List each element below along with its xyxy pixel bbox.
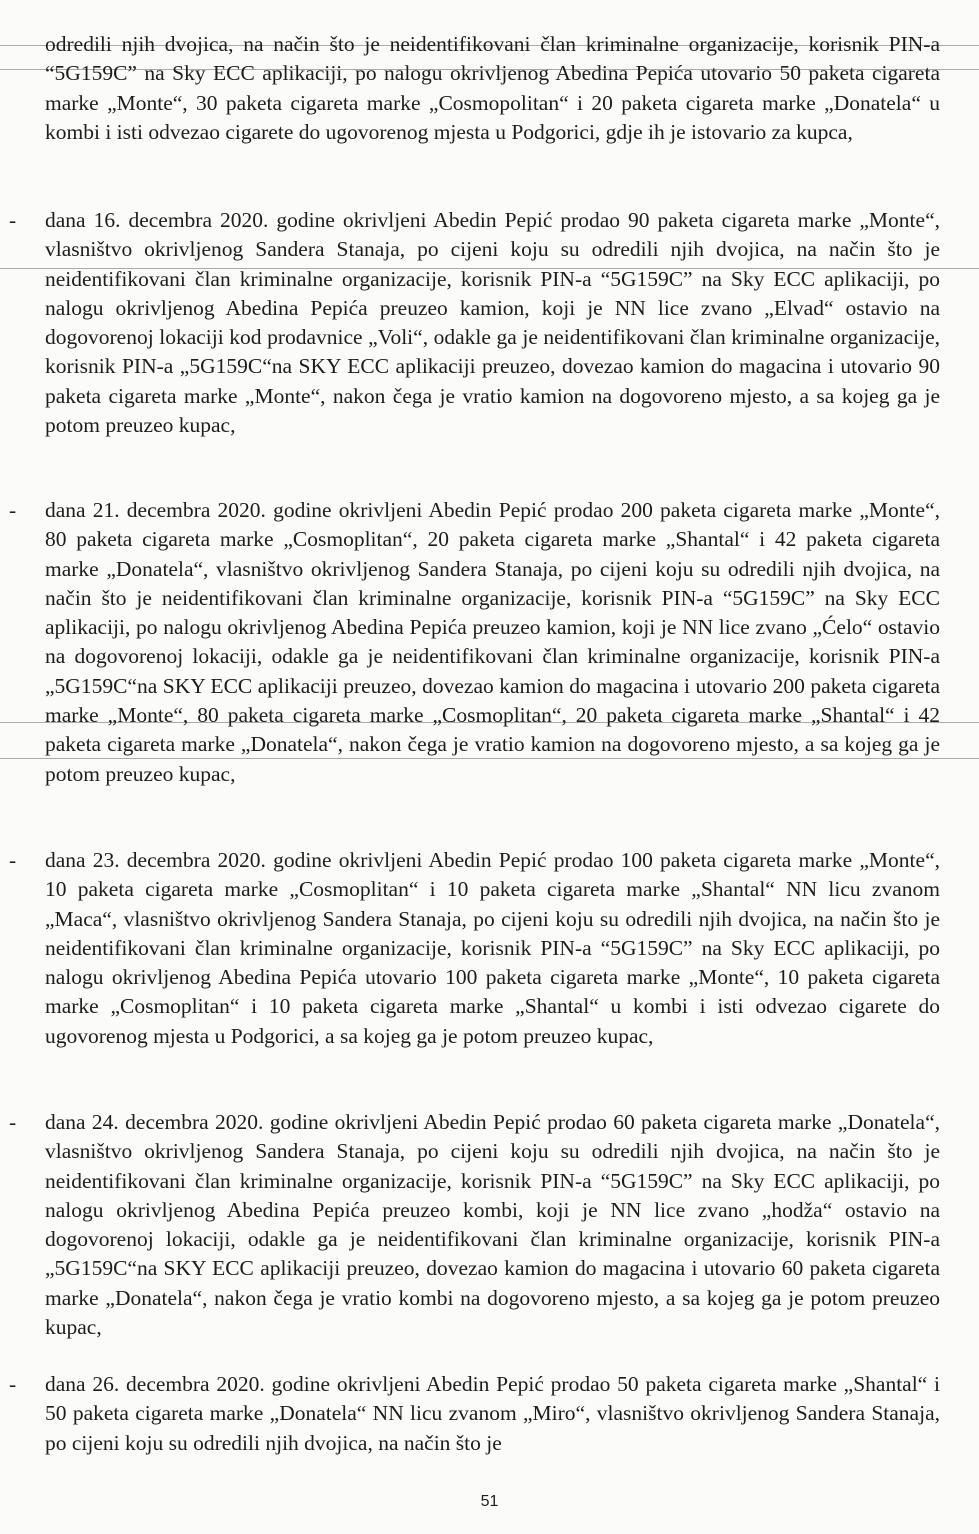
list-item-paragraph: dana 21. decembra 2020. godine okrivljeni Abedin Pepić prodao 200 paketa cigareta marke „Monte“, 80 paketa cigareta marke „Cosmoplitan“, 20 paketa cigareta marke „Shantal“ i 42 paketa cigareta marke „Donatela“, vlasništvo okrivljenog Sandera Stanaja, po cijeni koju su odredili njih dvojica, na način što je neidentifikovani član kriminalne organizacije, korisnik PIN-a “5G159C” na Sky ECC aplikaciji, po nalogu okrivljenog Abedina Pepića preuzeo kamion, koji je NN lice zvano „Ćelo“ ostavio na dogovorenoj lokaciji, odakle ga je neidentifikovani član kriminalne organizacije, korisnik PIN-a „5G159C“na SKY ECC aplikaciji preuzeo, dovezao kamion do magacina i utovario 200 paketa cigareta marke „Monte“, 80 paketa cigareta marke „Cosmoplitan“, 20 paketa cigareta marke „Shantal“ i 42 paketa cigareta marke „Donatela“, nakon čega je vratio kamion na dogovoreno mjesto, a sa kojeg ga je potom preuzeo kupac, xyxy=(45,498,940,786)
list-item-paragraph: dana 23. decembra 2020. godine okrivljeni Abedin Pepić prodao 100 paketa cigareta marke „Monte“, 10 paketa cigareta marke „Cosmoplitan“ i 10 paketa cigareta marke „Shantal“ NN licu zvanom „Maca“, vlasništvo okrivljenog Sandera Stanaja, po cijeni koju su odredili njih dvojica, na način što je neidentifikovani član kriminalne organizacije, korisnik PIN-a “5G159C” na Sky ECC aplikaciji, po nalogu okrivljenog Abedina Pepića utovario 100 paketa cigareta marke „Monte“, 10 paketa cigareta marke „Cosmoplitan“ i 10 paketa cigareta marke „Shantal“ u kombi i isti odvezao cigarete do ugovorenog mjesta u Podgorici, a sa kojeg ga je potom preuzeo kupac, xyxy=(45,848,940,1048)
list-bullet: - xyxy=(9,1110,17,1134)
list-item-paragraph: dana 26. decembra 2020. godine okrivljeni Abedin Pepić prodao 50 paketa cigareta marke „Shantal“ i 50 paketa cigareta marke „Donatela“ NN licu zvanom „Miro“, vlasništvo okrivljenog Sandera Stanaja, po cijeni koju su odredili njih dvojica, na način što je xyxy=(45,1372,940,1455)
paragraph-continuation: odredili njih dvojica, na način što je neidentifikovani član kriminalne organizacije, korisnik PIN-a “5G159C” na Sky ECC aplikaciji, po nalogu okrivljenog Abedina Pepića utovario 50 paketa cigareta marke „Monte“, 30 paketa cigareta marke „Cosmopolitan“ i 20 paketa cigareta marke „Donatela“ u kombi i isti odvezao cigarete do ugovorenog mjesta u Podgorici, gdje ih je istovario za kupca, xyxy=(45,32,940,144)
page-number: 51 xyxy=(480,1493,499,1510)
list-item-paragraph: dana 24. decembra 2020. godine okrivljeni Abedin Pepić prodao 60 paketa cigareta marke „Donatela“, vlasništvo okrivljenog Sandera Stanaja, po cijeni koju su odredili njih dvojica, na način što je neidentifikovani član kriminalne organizacije, korisnik PIN-a “5G159C” na Sky ECC aplikaciji, po nalogu okrivljenog Abedina Pepića preuzeo kombi, koji je NN lice zvano „hodža“ ostavio na dogovorenoj lokaciji, odakle ga je neidentifikovani član kriminalne organizacije, korisnik PIN-a „5G159C“na SKY ECC aplikaciji preuzeo, dovezao kamion do magacina i utovario 60 paketa cigareta marke „Donatela“, nakon čega je vratio kombi na dogovoreno mjesto, a sa kojeg ga je potom preuzeo kupac, xyxy=(45,1110,940,1340)
list-bullet: - xyxy=(9,848,17,872)
list-item-paragraph: dana 16. decembra 2020. godine okrivljeni Abedin Pepić prodao 90 paketa cigareta marke „Monte“, vlasništvo okrivljenog Sandera Stanaja, po cijeni koju su odredili njih dvojica, na način što je neidentifikovani član kriminalne organizacije, korisnik PIN-a “5G159C” na Sky ECC aplikaciji, po nalogu okrivljenog Abedina Pepića preuzeo kamion, koji je NN lice zvano „Elvad“ ostavio na dogovorenoj lokaciji kod prodavnice „Voli“, odakle ga je neidentifikovani član kriminalne organizacije, korisnik PIN-a „5G159C“na SKY ECC aplikaciji preuzeo, dovezao kamion do magacina i utovario 90 paketa cigareta marke „Monte“, nakon čega je vratio kamion na dogovoreno mjesto, a sa kojeg ga je potom preuzeo kupac, xyxy=(45,208,940,438)
list-bullet: - xyxy=(9,1372,17,1396)
list-bullet: - xyxy=(9,498,17,522)
list-bullet: - xyxy=(9,208,17,232)
